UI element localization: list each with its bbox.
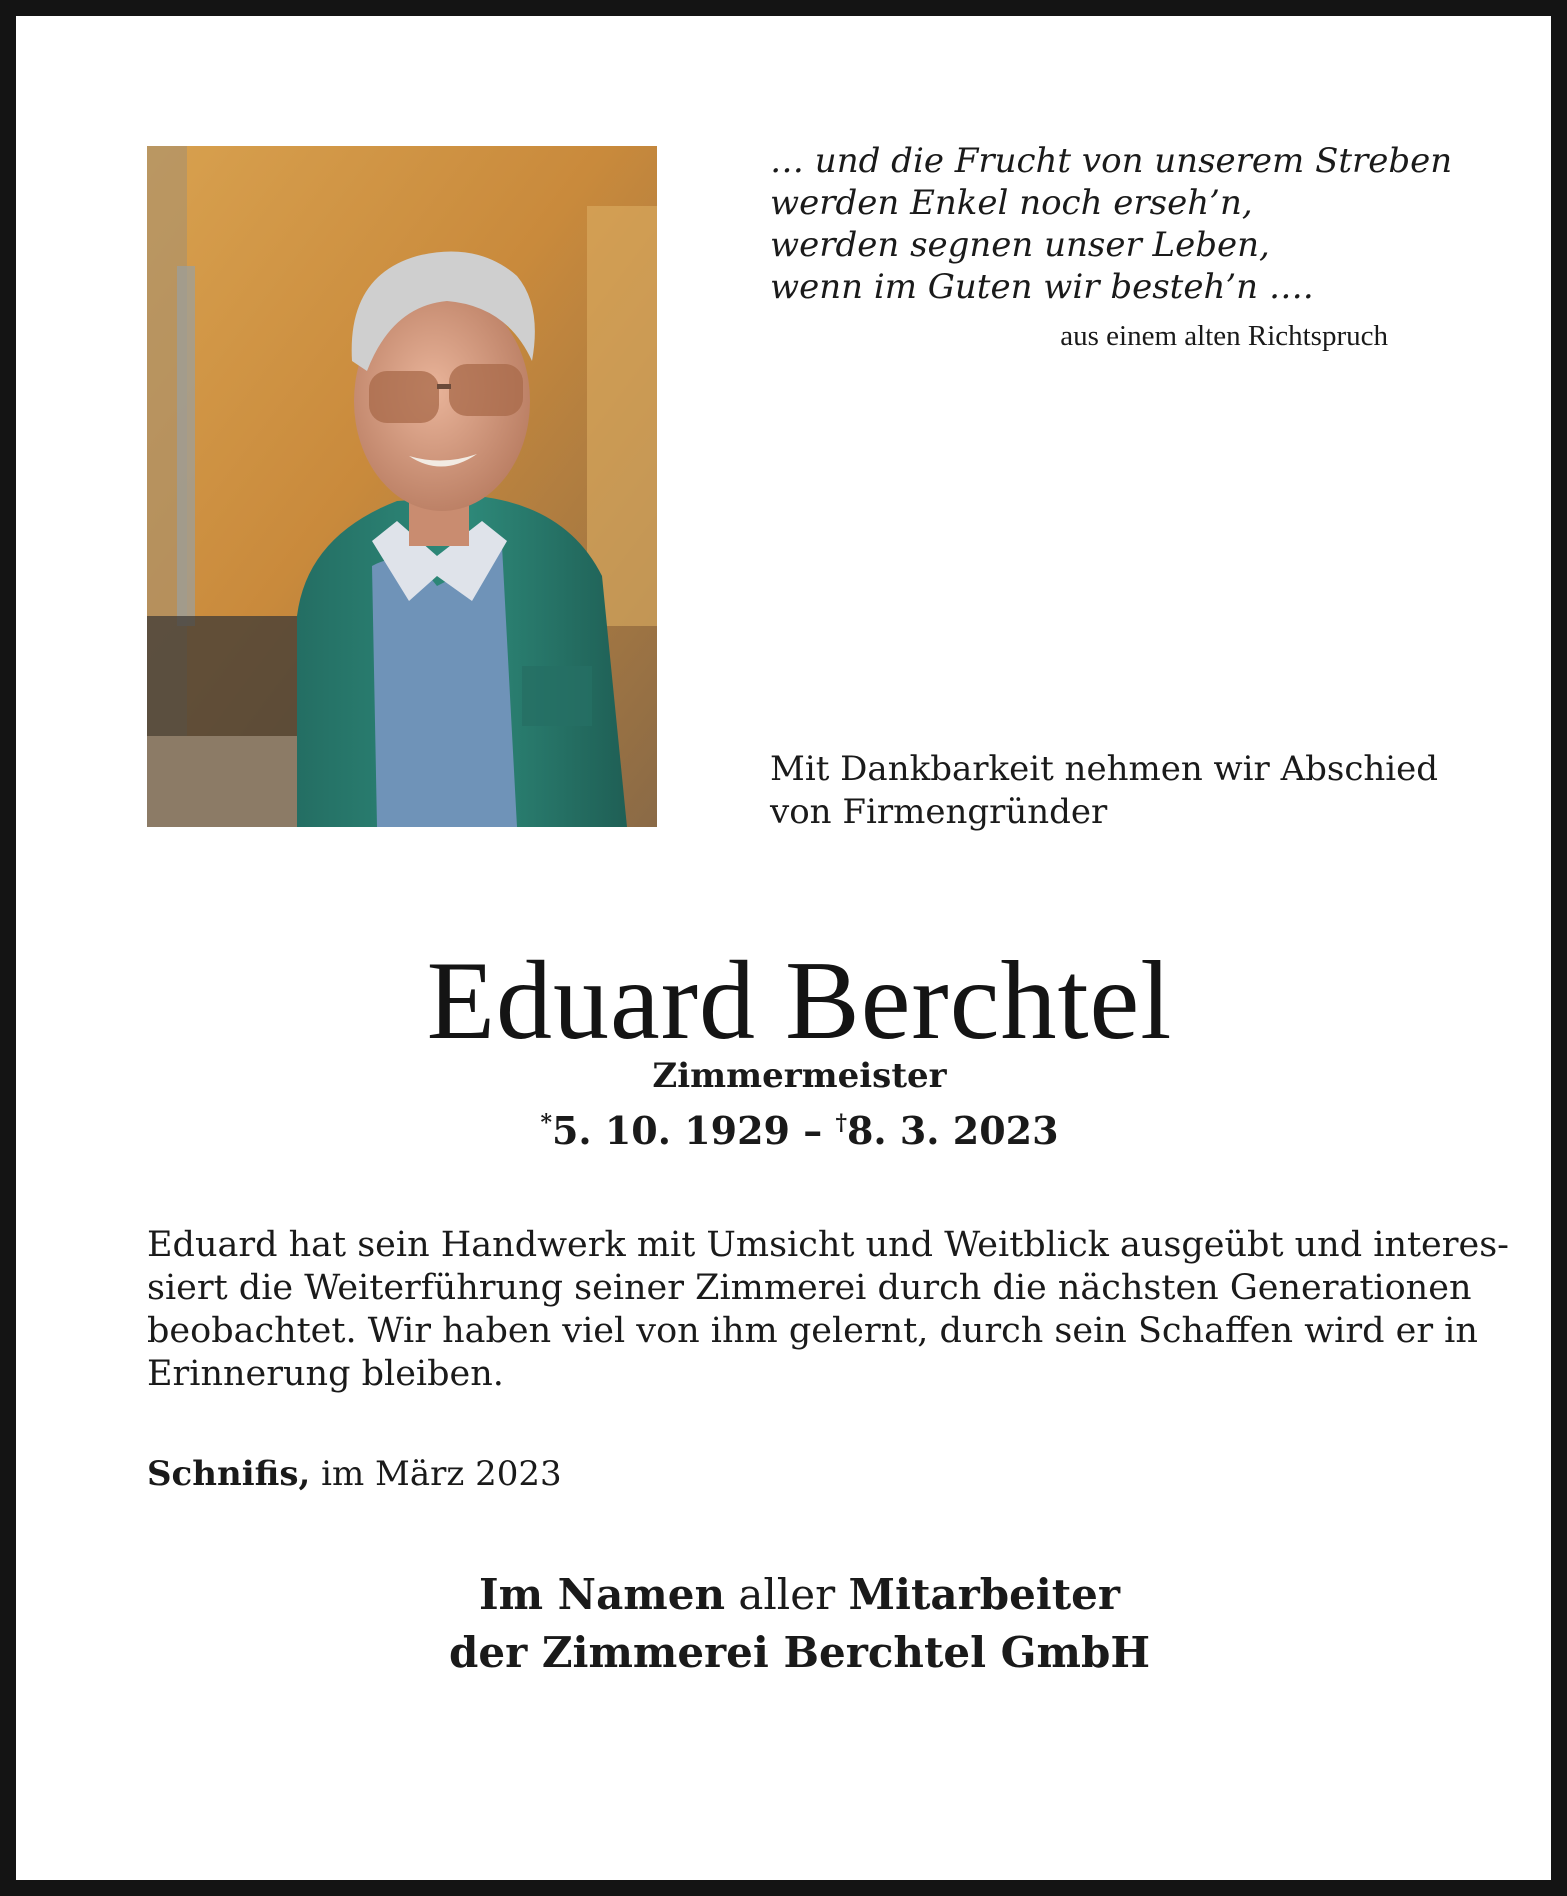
death-date: 8. 3. 2023: [846, 1108, 1059, 1153]
date-dash: –: [789, 1108, 836, 1153]
farewell-line: Mit Dankbarkeit nehmen wir Abschied: [770, 749, 1439, 789]
deceased-name: Eduard Berchtel: [426, 939, 1173, 1063]
tribute-paragraph: [147, 1224, 1509, 1396]
signature-block: [16, 1566, 1567, 1682]
quote-line: … und die Frucht von unserem Streben: [770, 141, 1453, 181]
tribute-line: siert die Weiterführung seiner Zimmerei durch die nächsten Generationen: [147, 1268, 1472, 1308]
death-mark: †: [835, 1110, 847, 1136]
signature-line-1: [16, 1566, 1567, 1624]
company-name: der Zimmerei Berchtel GmbH: [449, 1628, 1150, 1677]
portrait-illustration: [147, 146, 657, 827]
birth-mark: *: [540, 1110, 552, 1136]
signature-bold-b: Mitarbeiter: [848, 1570, 1121, 1619]
deceased-profession: Zimmermeister: [652, 1056, 947, 1096]
quote-source: aus einem alten Richtspruch: [1060, 320, 1388, 352]
quote-block: [770, 140, 1470, 308]
signature-bold-a: Im Namen: [478, 1570, 725, 1619]
tribute-line: Eduard hat sein Handwerk mit Umsicht und Weitblick ausgeübt und interes-: [147, 1225, 1509, 1265]
quote-line: werden segnen unser Leben,: [770, 225, 1270, 265]
tribute-line: beobachtet. Wir haben viel von ihm gelernt, durch sein Schaffen wird er in: [147, 1311, 1478, 1351]
quote-line: werden Enkel noch erseh’n,: [770, 183, 1253, 223]
farewell-text: [770, 748, 1490, 834]
birth-date: 5. 10. 1929: [551, 1108, 790, 1153]
place-date: im März 2023: [310, 1454, 562, 1494]
farewell-line: von Firmengründer: [770, 792, 1108, 832]
signature-line-2: [16, 1624, 1567, 1682]
place-and-date: [147, 1452, 562, 1496]
portrait-photo: [147, 146, 657, 827]
life-dates: [16, 1099, 1567, 1155]
tribute-line: Erinnerung bleiben.: [147, 1354, 504, 1394]
signature-regular: aller: [724, 1570, 849, 1619]
quote-line: wenn im Guten wir besteh’n ….: [770, 267, 1314, 307]
place-town: Schnifis,: [147, 1454, 311, 1494]
